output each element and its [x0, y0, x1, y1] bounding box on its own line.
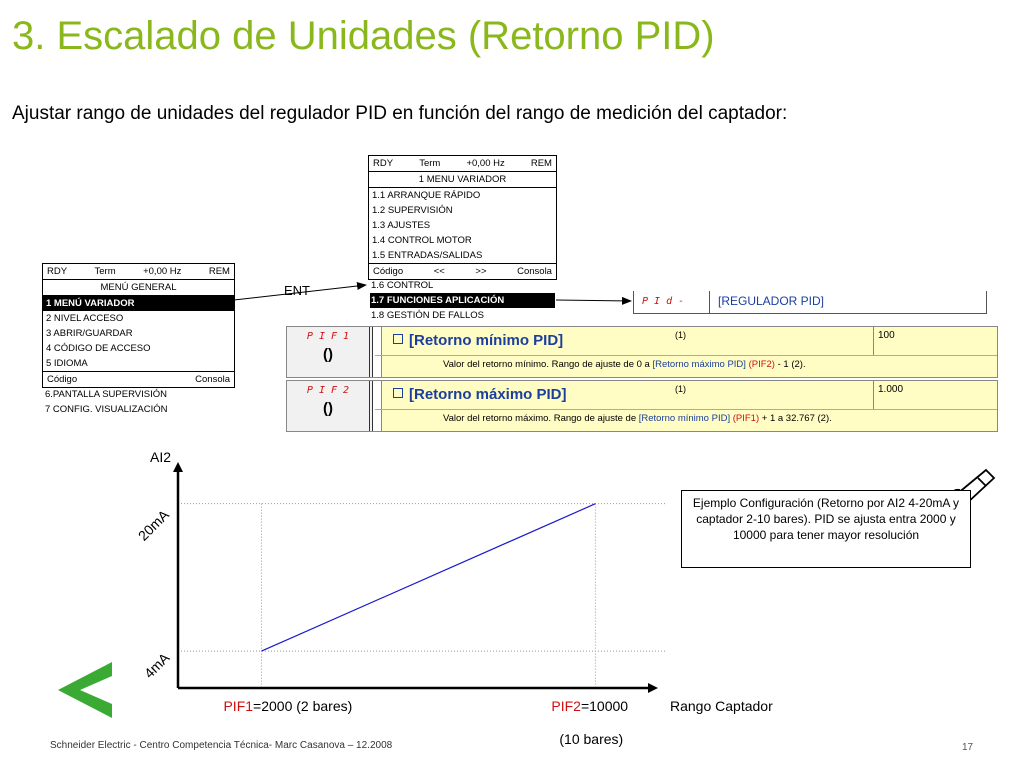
- series-line: [262, 504, 596, 651]
- main-menu-item-pantalla[interactable]: 6.PANTALLA SUPERVISIÓN: [45, 389, 167, 400]
- footer-text: Schneider Electric - Centro Competencia Técnica- Marc Casanova – 12.2008: [50, 740, 393, 751]
- x-tick-pif1: PIF1=2000 (2 bares): [223, 698, 353, 714]
- status-term: Term: [419, 158, 441, 169]
- page-subtitle: Ajustar rango de unidades del regulador PID en función del rango de medición del captador:: [12, 103, 788, 124]
- x-tick-pif2-bares: (10 bares): [559, 731, 624, 747]
- y-tick-4ma: 4mA: [140, 649, 173, 682]
- pid-arrow: [556, 300, 631, 301]
- x-tick-pif2: PIF2=10000: [551, 698, 629, 714]
- status-ready: RDY: [47, 266, 68, 277]
- param-description: Valor del retorno máximo. Rango de ajuste de [Retorno mínimo PID] (PIF1) + 1 a 32.767 (2).: [443, 413, 832, 424]
- param-unit-symbol: (): [323, 400, 333, 417]
- param-note: (1): [675, 384, 686, 394]
- drive-menu-item-arranque[interactable]: 1.1 ARRANQUE RÁPIDO: [372, 190, 481, 201]
- param-code: P I F 2: [306, 385, 350, 396]
- param-name: [Retorno máximo PID]: [393, 386, 567, 403]
- param-name: [Retorno mínimo PID]: [393, 332, 563, 349]
- pid-menu-name: [REGULADOR PID]: [718, 294, 825, 308]
- param-default-value: 1.000: [873, 381, 997, 409]
- x-axis-arrow: [648, 683, 658, 693]
- status-ready: RDY: [373, 158, 394, 169]
- ent-label: ENT: [284, 283, 310, 298]
- footer-codigo[interactable]: Código: [373, 266, 404, 277]
- param-note: (1): [675, 330, 686, 340]
- param-default-value: 100: [873, 327, 997, 355]
- page-number: 17: [962, 742, 974, 753]
- y-axis-arrow: [173, 462, 183, 472]
- param-code: P I F 1: [306, 331, 350, 342]
- example-note: Ejemplo Configuración (Retorno por AI2 4-20mA y captador 2-10 bares). PID se ajusta entra 2000 y 10000 para tener mayor resolución: [681, 490, 971, 568]
- schneider-logo-icon: [58, 662, 112, 718]
- drive-menu-item-control[interactable]: 1.6 CONTROL: [371, 280, 434, 291]
- footer-consola[interactable]: Consola: [517, 266, 552, 277]
- x-axis-label: Rango Captador: [670, 698, 773, 714]
- drive-menu-heading: 1 MENU VARIADOR: [369, 172, 556, 188]
- main-menu-item-config-visualizacion[interactable]: 7 CONFIG. VISUALIZACIÓN: [45, 404, 168, 415]
- drive-menu-item-entradas-salidas[interactable]: 1.5 ENTRADAS/SALIDAS: [372, 250, 483, 261]
- param-description: Valor del retorno mínimo. Rango de ajuste de 0 a [Retorno máximo PID] (PIF2) - 1 (2).: [443, 359, 806, 370]
- status-frequency: +0,00 Hz: [143, 266, 182, 277]
- page-title: 3. Escalado de Unidades (Retorno PID): [12, 14, 715, 58]
- status-rem: REM: [530, 158, 552, 169]
- footer-consola[interactable]: Consola: [195, 374, 230, 385]
- main-menu-item-nivel-acceso[interactable]: 2 NIVEL ACCESO: [46, 313, 124, 324]
- drive-menu-item-control-motor[interactable]: 1.4 CONTROL MOTOR: [372, 235, 472, 246]
- param-unit-symbol: (): [323, 346, 333, 363]
- main-menu-heading: MENÚ GENERAL: [100, 282, 177, 293]
- y-tick-20ma: 20mA: [134, 506, 172, 544]
- drive-menu-item-ajustes[interactable]: 1.3 AJUSTES: [372, 220, 431, 231]
- status-rem: REM: [208, 266, 230, 277]
- status-term: Term: [94, 266, 116, 277]
- scaling-chart: [135, 449, 773, 747]
- main-menu-item-abrir-guardar[interactable]: 3 ABRIR/GUARDAR: [46, 328, 133, 339]
- drive-menu-item-funciones-aplicacion[interactable]: 1.7 FUNCIONES APLICACIÓN: [370, 293, 555, 308]
- main-menu-item-codigo-acceso[interactable]: 4 CÓDIGO DE ACCESO: [46, 343, 151, 354]
- status-frequency: +0,00 Hz: [466, 158, 505, 169]
- main-menu-item-idioma[interactable]: 5 IDIOMA: [46, 358, 88, 369]
- footer-prev[interactable]: <<: [433, 266, 445, 277]
- drive-menu-item-gestion-fallos[interactable]: 1.8 GESTIÓN DE FALLOS: [371, 310, 484, 321]
- footer-codigo[interactable]: Código: [47, 374, 78, 385]
- footer-next[interactable]: >>: [475, 266, 487, 277]
- main-menu-item-variador[interactable]: 1 MENÚ VARIADOR: [43, 295, 234, 311]
- y-axis-label: AI2: [150, 449, 172, 465]
- pid-menu-code: P I d -: [634, 291, 710, 313]
- drive-menu-item-supervision[interactable]: 1.2 SUPERVISIÓN: [372, 205, 453, 216]
